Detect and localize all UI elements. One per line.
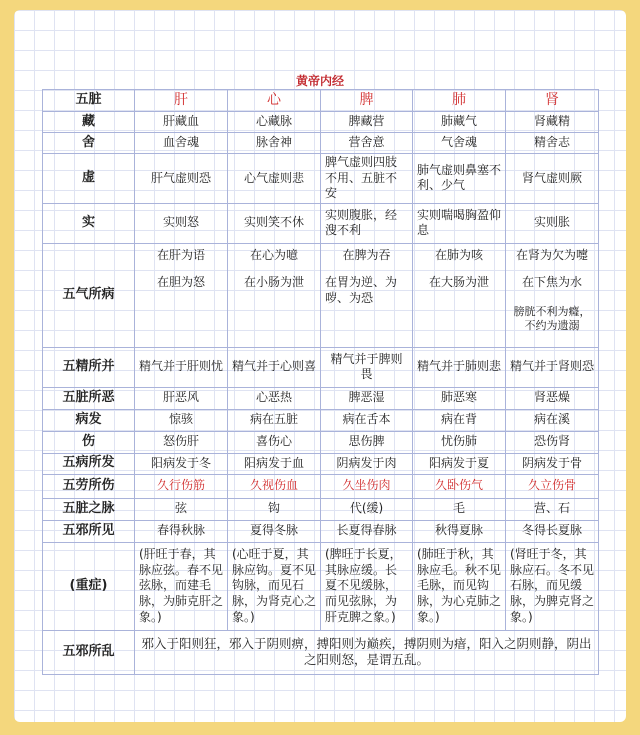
table-cell: 精气并于肝则忧: [135, 347, 228, 387]
table-cell: 忧伤肺: [413, 431, 506, 453]
table-cell: 脾藏营: [321, 112, 413, 133]
table-cell: 脾气虚则四肢不用、五脏不安: [321, 154, 413, 204]
table-cell: 久行伤筋: [135, 474, 228, 498]
table-cell: (心旺于夏，其脉应钩。夏不见钩脉，而见石脉，为肾克心之象。): [228, 542, 321, 630]
table-cell: 实则笑不休: [228, 203, 321, 243]
organ-lung: 肺: [413, 90, 506, 112]
table-cell: 长夏得春脉: [321, 520, 413, 542]
table-cell: 实则胀: [506, 203, 599, 243]
table-row: [43, 431, 599, 453]
row-label: 五脏之脉: [43, 498, 135, 520]
document-title: 黄帝内经: [295, 74, 344, 88]
table-cell: 心气虚则悲: [228, 154, 321, 204]
table-row: [43, 542, 599, 630]
table-cell: 阴病发于肉: [321, 453, 413, 474]
table-cell: 病在五脏: [228, 409, 321, 431]
table-row: [43, 520, 599, 542]
table-cell: 气舍魂: [413, 133, 506, 154]
row-label: 五劳所伤: [43, 474, 135, 498]
cell-line: 在大肠为泄: [428, 275, 489, 290]
table-row: [43, 243, 599, 347]
table-cell: 阳病发于夏: [413, 453, 506, 474]
table-cell: [413, 243, 506, 347]
table-cell: 肝气虚则恐: [135, 154, 228, 204]
table-cell: (脾旺于长夏，其脉应缓。长夏不见缓脉，而见弦脉，为肝克脾之象。): [321, 542, 413, 630]
table-row: [43, 154, 599, 204]
table-cell: 久视伤血: [228, 474, 321, 498]
cell-line: 在胃为逆、为哕、为恐: [325, 275, 398, 305]
table-row: [43, 474, 599, 498]
organ-spleen: 脾: [321, 90, 413, 112]
table-cell: 精气并于心则喜: [228, 347, 321, 387]
table-cell: 阳病发于冬: [135, 453, 228, 474]
row-label: 五邪所乱: [43, 630, 135, 674]
table-cell: 肺藏气: [413, 112, 506, 133]
row-label: 五精所并: [43, 347, 135, 387]
row-label: 藏: [43, 112, 135, 133]
row-label: 病发: [43, 409, 135, 431]
table-cell: 喜伤心: [228, 431, 321, 453]
table-cell: 肺气虚则鼻塞不利、少气: [413, 154, 506, 204]
table-cell: 精气并于肾则恐: [506, 347, 599, 387]
row-label: (重症): [43, 542, 135, 630]
table-cell: 肾气虚则厥: [506, 154, 599, 204]
table-row: [43, 112, 599, 133]
table-cell: [321, 243, 413, 347]
table-cell: 惊骇: [135, 409, 228, 431]
row-label: 舍: [43, 133, 135, 154]
table-cell: 毛: [413, 498, 506, 520]
cell-line: 在肾为欠为嚏: [515, 247, 588, 262]
table-cell: [506, 243, 599, 347]
table-cell: (肺旺于秋，其脉应毛。秋不见毛脉，而见钩脉，为心克肺之象。): [413, 542, 506, 630]
table-row: [43, 203, 599, 243]
table-cell: 精气并于脾则畏: [321, 347, 413, 387]
table-cell: 代(缓): [321, 498, 413, 520]
table-cell: 病在溪: [506, 409, 599, 431]
cell-line: 在心为噫: [249, 247, 298, 262]
table-cell: 实则腹胀，经溲不利: [321, 203, 413, 243]
cell-line: 在胆为怒: [156, 275, 205, 290]
table-cell: 病在舌本: [321, 409, 413, 431]
table-cell: 肝恶风: [135, 387, 228, 409]
table-cell: 营、石: [506, 498, 599, 520]
row-label: 五脏所恶: [43, 387, 135, 409]
row-label: 五脏: [43, 90, 135, 112]
table-cell: (肾旺于冬，其脉应石。冬不见石脉，而见缓脉，为脾克肾之象。): [506, 542, 599, 630]
cell-line: 在下焦为水: [521, 275, 582, 290]
table-cell: 邪入于阳则狂，邪入于阴则痹，搏阳则为巅疾，搏阴则为瘖，阳入之阴则静，阴出之阳则怒，是谓五乱。: [135, 630, 599, 674]
table-row: [43, 498, 599, 520]
table-cell: 冬得长夏脉: [506, 520, 599, 542]
cell-line: 在小肠为泄: [243, 275, 304, 290]
table-cell: 肾藏精: [506, 112, 599, 133]
row-label: 五病所发: [43, 453, 135, 474]
table-cell: 恐伤肾: [506, 431, 599, 453]
table-cell: 病在背: [413, 409, 506, 431]
table-row: [43, 409, 599, 431]
table-row: [43, 347, 599, 387]
table-cell: 肝藏血: [135, 112, 228, 133]
table-cell: 怒伤肝: [135, 431, 228, 453]
table-cell: 思伤脾: [321, 431, 413, 453]
table-cell: 钩: [228, 498, 321, 520]
table-header-row: [43, 90, 599, 112]
table-cell: 实则喘喝胸盈仰息: [413, 203, 506, 243]
row-label: 实: [43, 203, 135, 243]
cell-line: 在肺为咳: [434, 247, 483, 262]
cell-line: 在肝为语: [156, 247, 205, 262]
table-cell: 秋得夏脉: [413, 520, 506, 542]
table-cell: 心恶热: [228, 387, 321, 409]
table-cell: 精气并于肺则悲: [413, 347, 506, 387]
table-cell: 血舍魂: [135, 133, 228, 154]
table-cell: 阴病发于骨: [506, 453, 599, 474]
table-cell: [228, 243, 321, 347]
table-cell: 弦: [135, 498, 228, 520]
table-cell: [135, 243, 228, 347]
table-row: [43, 630, 599, 674]
organ-liver: 肝: [135, 90, 228, 112]
table-cell: 脉舍神: [228, 133, 321, 154]
table-cell: 实则怒: [135, 203, 228, 243]
row-label: 五邪所见: [43, 520, 135, 542]
table-cell: 脾恶湿: [321, 387, 413, 409]
row-label: 伤: [43, 431, 135, 453]
organ-heart: 心: [228, 90, 321, 112]
table-cell: 心藏脉: [228, 112, 321, 133]
table-cell: 久坐伤肉: [321, 474, 413, 498]
table-cell: 夏得冬脉: [228, 520, 321, 542]
organ-kidney: 肾: [506, 90, 599, 112]
table-row: [43, 133, 599, 154]
table-cell: 精舍志: [506, 133, 599, 154]
table-cell: 久立伤骨: [506, 474, 599, 498]
five-organs-table: [42, 89, 599, 675]
cell-line: 膀胱不利为癃，不约为遗溺: [513, 304, 591, 333]
row-label: 五气所病: [43, 243, 135, 347]
table-cell: 肾恶燥: [506, 387, 599, 409]
table-cell: 肺恶寒: [413, 387, 506, 409]
table-cell: (肝旺于春，其脉应弦。春不见弦脉，而建毛脉，为肺克肝之象。): [135, 542, 228, 630]
table-cell: 营舍意: [321, 133, 413, 154]
table-row: [43, 453, 599, 474]
table-cell: 久卧伤气: [413, 474, 506, 498]
cell-line: 在脾为吞: [342, 247, 391, 262]
table-row: [43, 387, 599, 409]
row-label: 虚: [43, 154, 135, 204]
table-cell: 春得秋脉: [135, 520, 228, 542]
table-cell: 阳病发于血: [228, 453, 321, 474]
